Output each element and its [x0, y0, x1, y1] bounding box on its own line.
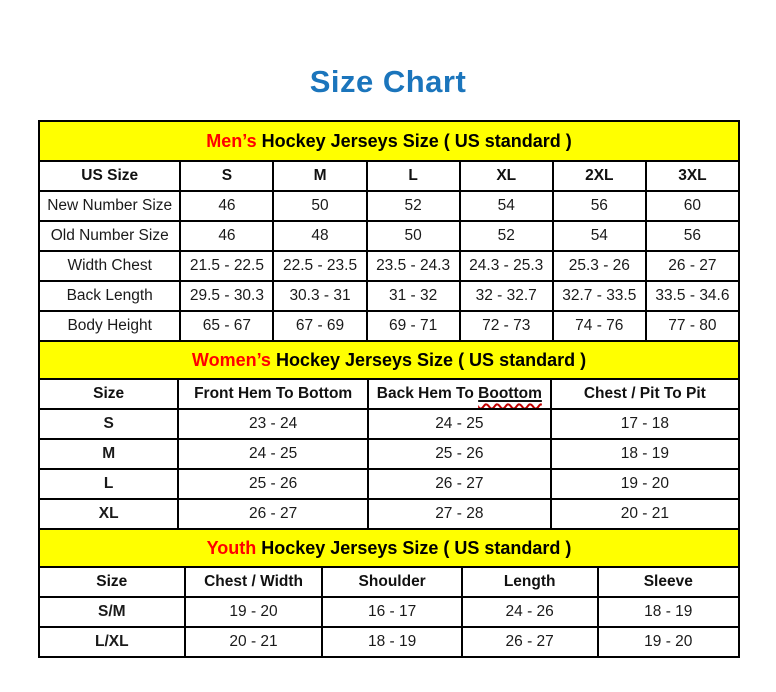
- value-cell: 29.5 - 30.3: [180, 281, 273, 311]
- value-cell: 56: [646, 221, 739, 251]
- value-cell: 19 - 20: [598, 627, 739, 657]
- value-cell: 21.5 - 22.5: [180, 251, 273, 281]
- value-cell: 24 - 26: [462, 597, 598, 627]
- column-header: Shoulder: [322, 567, 461, 597]
- value-cell: 54: [460, 191, 553, 221]
- value-cell: 20 - 21: [185, 627, 323, 657]
- row-label: New Number Size: [39, 191, 180, 221]
- size-table-womens: [38, 340, 740, 530]
- value-cell: 46: [180, 221, 273, 251]
- column-header-text: Back Hem To: [376, 385, 479, 402]
- row-label: L/XL: [39, 627, 185, 657]
- value-cell: 46: [180, 191, 273, 221]
- value-cell: 77 - 80: [646, 311, 739, 341]
- value-cell: 18 - 19: [598, 597, 739, 627]
- value-cell: 24.3 - 25.3: [460, 251, 553, 281]
- value-cell: 67 - 69: [273, 311, 366, 341]
- value-cell: 19 - 20: [551, 469, 739, 499]
- section-band-row: [39, 529, 739, 567]
- row-label: Back Length: [39, 281, 180, 311]
- section-title-highlight: Men’s: [206, 130, 257, 151]
- value-cell: 18 - 19: [322, 627, 461, 657]
- value-cell: 18 - 19: [551, 439, 739, 469]
- value-cell: 32 - 32.7: [460, 281, 553, 311]
- value-cell: 31 - 32: [367, 281, 460, 311]
- value-cell: 25.3 - 26: [553, 251, 646, 281]
- section-title-rest: Hockey Jerseys Size ( US standard ): [270, 349, 587, 370]
- value-cell: 26 - 27: [178, 499, 368, 529]
- table-row: [39, 281, 739, 311]
- table-row: [39, 439, 739, 469]
- section-title-rest: Hockey Jerseys Size ( US standard ): [256, 537, 572, 558]
- row-label: XL: [39, 499, 178, 529]
- value-cell: 24 - 25: [178, 439, 368, 469]
- value-cell: 60: [646, 191, 739, 221]
- value-cell: 23 - 24: [178, 409, 368, 439]
- value-cell: 16 - 17: [322, 597, 461, 627]
- row-label: Width Chest: [39, 251, 180, 281]
- value-cell: 50: [367, 221, 460, 251]
- column-header: Front Hem To Bottom: [178, 379, 368, 409]
- column-header: Length: [462, 567, 598, 597]
- misspelled-word: [478, 385, 542, 402]
- value-cell: 32.7 - 33.5: [553, 281, 646, 311]
- section-band-row: [39, 341, 739, 379]
- value-cell: 74 - 76: [553, 311, 646, 341]
- size-table-youth: [38, 528, 740, 658]
- value-cell: 20 - 21: [551, 499, 739, 529]
- value-cell: 17 - 18: [551, 409, 739, 439]
- table-row: [39, 221, 739, 251]
- value-cell: 23.5 - 24.3: [367, 251, 460, 281]
- value-cell: 19 - 20: [185, 597, 323, 627]
- size-chart-tables: [38, 120, 740, 658]
- column-header: [368, 379, 551, 409]
- value-cell: 30.3 - 31: [273, 281, 366, 311]
- column-header: Chest / Pit To Pit: [551, 379, 739, 409]
- column-header: XL: [460, 161, 553, 191]
- column-header: S: [180, 161, 273, 191]
- value-cell: 22.5 - 23.5: [273, 251, 366, 281]
- section-title-highlight: Youth: [206, 537, 257, 558]
- value-cell: 25 - 26: [368, 439, 551, 469]
- value-cell: 52: [460, 221, 553, 251]
- value-cell: 48: [273, 221, 366, 251]
- value-cell: 26 - 27: [646, 251, 739, 281]
- table-row: [39, 597, 739, 627]
- column-header: Size: [39, 379, 178, 409]
- value-cell: 52: [367, 191, 460, 221]
- column-header: M: [273, 161, 366, 191]
- section-band: [39, 341, 739, 379]
- section-band-row: [39, 121, 739, 161]
- table-row: [39, 499, 739, 529]
- table-row: [39, 627, 739, 657]
- value-cell: 25 - 26: [178, 469, 368, 499]
- column-header: Sleeve: [598, 567, 739, 597]
- value-cell: 65 - 67: [180, 311, 273, 341]
- misspelled-word-text: Boottom: [478, 385, 542, 402]
- row-label: Body Height: [39, 311, 180, 341]
- value-cell: 26 - 27: [462, 627, 598, 657]
- table-row: [39, 251, 739, 281]
- value-cell: 26 - 27: [368, 469, 551, 499]
- column-header: 3XL: [646, 161, 739, 191]
- column-header: Size: [39, 567, 185, 597]
- table-row: [39, 469, 739, 499]
- value-cell: 54: [553, 221, 646, 251]
- value-cell: 27 - 28: [368, 499, 551, 529]
- table-row: [39, 191, 739, 221]
- column-header: 2XL: [553, 161, 646, 191]
- row-label: Old Number Size: [39, 221, 180, 251]
- value-cell: 56: [553, 191, 646, 221]
- header-row: [39, 379, 739, 409]
- page-title: Size Chart: [309, 64, 467, 99]
- section-band: [39, 529, 739, 567]
- section-title-rest: Hockey Jerseys Size ( US standard ): [256, 130, 572, 151]
- row-label: S/M: [39, 597, 185, 627]
- value-cell: 69 - 71: [367, 311, 460, 341]
- section-band: [39, 121, 739, 161]
- row-label: S: [39, 409, 178, 439]
- table-row: [39, 409, 739, 439]
- table-row: [39, 311, 739, 341]
- row-label: M: [39, 439, 178, 469]
- value-cell: 24 - 25: [368, 409, 551, 439]
- header-row: [39, 161, 739, 191]
- size-table-mens: [38, 120, 740, 342]
- value-cell: 72 - 73: [460, 311, 553, 341]
- row-label: L: [39, 469, 178, 499]
- value-cell: 33.5 - 34.6: [646, 281, 739, 311]
- header-row: [39, 567, 739, 597]
- value-cell: 50: [273, 191, 366, 221]
- column-header: L: [367, 161, 460, 191]
- column-header: US Size: [39, 161, 180, 191]
- section-title-highlight: Women’s: [191, 349, 271, 370]
- column-header: Chest / Width: [185, 567, 323, 597]
